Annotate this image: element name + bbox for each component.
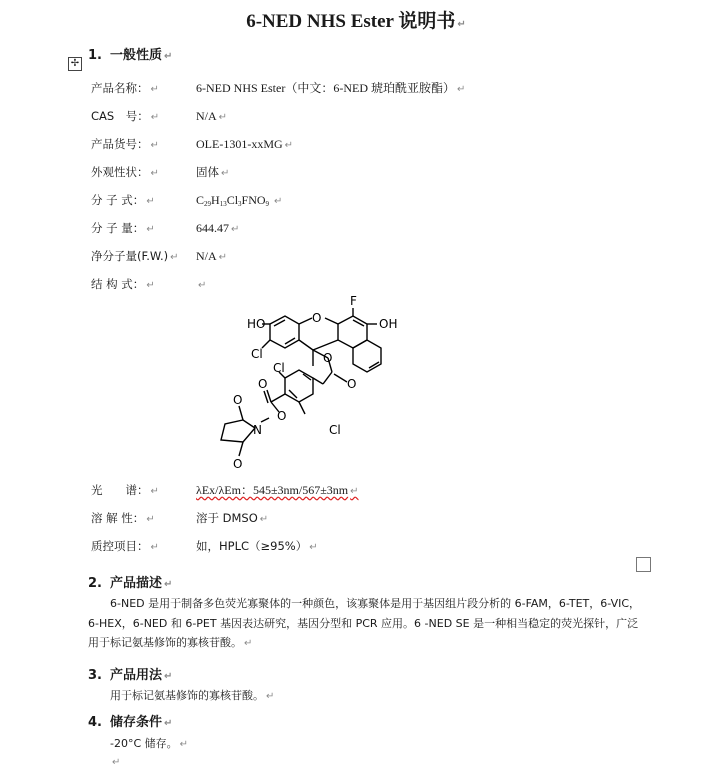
paragraph-mark: ↵ bbox=[198, 280, 207, 291]
structure-cl-label: Cl bbox=[329, 423, 341, 437]
section-3-text: 用于标记氨基修饰的寡核苷酸。 ↵ bbox=[110, 689, 275, 702]
paragraph-mark: ↵ bbox=[218, 252, 228, 263]
structure-n-label: N bbox=[253, 423, 262, 437]
paragraph-mark: ↵ bbox=[221, 168, 230, 179]
structure-o-label: O bbox=[312, 311, 322, 325]
section-4-text: -20°C 储存。 ↵ bbox=[110, 737, 189, 750]
paragraph-mark: ↵ bbox=[274, 196, 283, 207]
paragraph-mark: ↵ bbox=[146, 224, 155, 235]
paragraph-mark: ↵ bbox=[309, 542, 318, 553]
paragraph-mark: ↵ bbox=[146, 196, 155, 207]
paragraph-mark: ↵ bbox=[146, 514, 155, 525]
structure-o-label: O bbox=[233, 393, 243, 407]
section-2-heading: 2. 产品描述 ↵ bbox=[88, 576, 173, 591]
structure-cl-label: Cl bbox=[273, 361, 285, 375]
paragraph-mark: ↵ bbox=[284, 140, 294, 151]
structure-o-label: O bbox=[233, 457, 243, 471]
paragraph-mark: ↵ bbox=[259, 514, 269, 525]
paragraph-mark: ↵ bbox=[146, 280, 155, 291]
paragraph-mark: ↵ bbox=[150, 140, 159, 151]
molecular-formula: $C_{29}H_{13}Cl_3FNO_9$ ↵ bbox=[196, 193, 283, 208]
section-3-heading: 3. 产品用法 ↵ bbox=[88, 668, 173, 683]
table-resize-handle[interactable] bbox=[636, 557, 651, 572]
paragraph-mark: ↵ bbox=[170, 252, 179, 263]
structure-o-label: O bbox=[347, 377, 357, 391]
paragraph-mark: ↵ bbox=[150, 112, 160, 123]
structure-f-label: F bbox=[350, 294, 357, 308]
structure-o-label: O bbox=[277, 409, 287, 423]
section-4-heading: 4. 储存条件 ↵ bbox=[88, 715, 173, 730]
paragraph-mark: ↵ bbox=[231, 224, 240, 235]
paragraph-mark: ↵ bbox=[456, 84, 466, 95]
section-2-text: 6-NED 是用于制备多色荧光寡聚体的一种颜色，该寡聚体是用于基因组片段分析的 6-FAM，6-TET，6-VIC，6-HEX，6-NED 和 6-PET 基因表达研究，基因分型和 PCR 应用。6 -NED SE 是一种相当稳定的荧光探针，广泛用于标记氨基修饰的寡核苷酸。 ↵ bbox=[88, 597, 641, 649]
section-1-heading: 1. 一般性质 ↵ bbox=[88, 48, 173, 63]
paragraph-mark: ↵ bbox=[150, 542, 159, 553]
structure-o-label: O bbox=[323, 351, 333, 365]
paragraph-mark: ↵ bbox=[150, 168, 159, 179]
structure-o-label: O bbox=[258, 377, 268, 391]
structure-ho-label: HO bbox=[247, 317, 266, 331]
empty-paragraph: ↵ bbox=[112, 757, 121, 768]
document-title: 6-NED NHS Ester 说明书 ↵ bbox=[246, 11, 466, 32]
paragraph-mark: ↵ bbox=[150, 84, 159, 95]
chemical-structure-image bbox=[195, 292, 450, 472]
paragraph-mark: ↵ bbox=[218, 112, 228, 123]
structure-cl-label: Cl bbox=[251, 347, 263, 361]
paragraph-mark: ↵ bbox=[150, 486, 159, 497]
table-move-handle-icon[interactable]: ✢ bbox=[68, 57, 82, 71]
paragraph-mark: ↵ bbox=[350, 486, 359, 497]
structure-oh-label: OH bbox=[379, 317, 398, 331]
